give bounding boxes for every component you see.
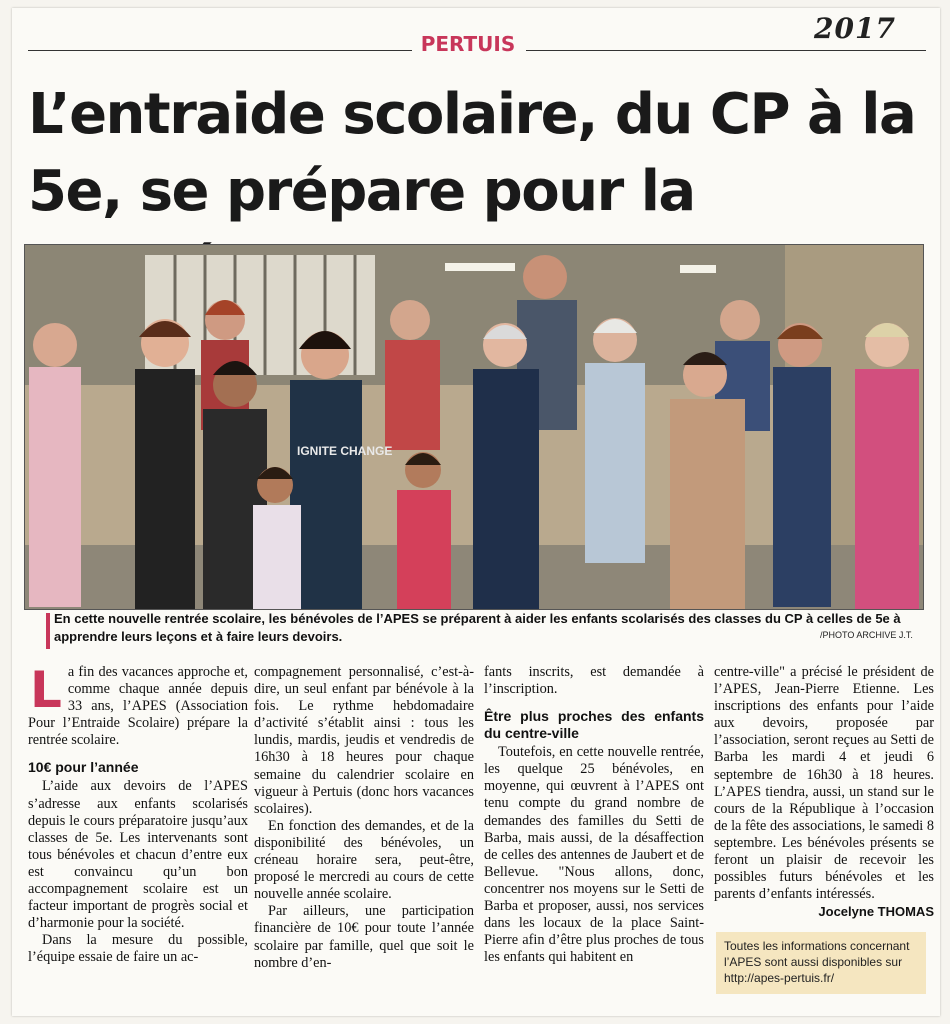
photo-credit: /PHOTO ARCHIVE J.T. xyxy=(820,630,913,640)
subhead-fee: 10€ pour l’année xyxy=(28,759,139,776)
info-box: Toutes les informations concernant l’APES sont aussi disponibles sur http://apes-pertuis.fr/ xyxy=(716,932,926,994)
headline: L’entraide scolaire, du CP à la 5e, se prépare pour la xyxy=(28,82,916,224)
group-photo-illustration xyxy=(25,245,924,610)
article-paragraph-3: En fonction des demandes, et de la disponibilité des bénévoles, un créneau horaire sera, peut-être, proposé le mercredi au cours de cette nouvelle année scolaire. xyxy=(254,817,474,903)
subhead-center: Être plus proches des enfants du centre-ville xyxy=(484,708,704,742)
section-rule-right xyxy=(526,50,926,51)
article-column-3 xyxy=(484,664,704,966)
article-paragraph-5-rest: centre-ville" a précisé le président de l’APES, Jean-Pierre Etienne. Les inscriptions des enfants pour l’aide aux devoirs, proposée par l’association, seront reçues au Setti de Barba les mardi 4 et jeudi 6 septembre de 16h30 à 18 heures. L’APES tiendra, aussi, un stand sur le cours de la République à l’occasion de la fête des associations, le samedi 8 septembre. Les bénévoles présents se feront un plaisir de recevoir les possibles futurs bénévoles et les parents d’enfants intéressés. xyxy=(714,664,934,903)
article-paragraph-4-rest: fants inscrits, est demandée à l’inscription. xyxy=(484,664,704,698)
section-label: PERTUIS xyxy=(420,32,516,56)
handwritten-year: 2017 xyxy=(814,12,896,45)
group-photo xyxy=(24,244,924,610)
caption-accent xyxy=(46,613,50,649)
section-rule-left xyxy=(28,50,412,51)
article-paragraph-2-start: Dans la mesure du possible, l’équipe essaie de faire un ac- xyxy=(28,932,248,966)
article-paragraph-2-rest: compagnement personnalisé, c’est-à-dire, un seul enfant par bénévole à la fois. Le rythme hebdomadaire d’activité s’établit ainsi : tous les lundis, mardis, jeudis et vendredis de 16h30 à 18 heures pour chaque semaine du calendrier scolaire en vigueur à Pertuis (donc hors vacances scolaires). xyxy=(254,664,474,817)
article-intro: a fin des vacances approche et, comme chaque année depuis 33 ans, l’APES (Association Pour l’Entraide Scolaire) prépare la rentrée scolaire. xyxy=(28,664,248,749)
article-author: Jocelyne THOMAS xyxy=(818,904,934,920)
article-column-1 xyxy=(28,661,248,967)
shirt-print: IGNITE CHANGE xyxy=(297,444,393,458)
article-paragraph-1: L’aide aux devoirs de l’APES s’adresse aux enfants scolarisés depuis le cours préparatoire jusqu’aux classes de 5e. Les intervenants sont tous bénévoles et chacun d’entre eux est convaincu qu’un bon accompagnement scolaire est un facteur important de progrès social et d’harmonie pour la société. xyxy=(28,778,248,932)
article-paragraph-4-start: Par ailleurs, une participation financière de 10€ pour toute l’année scolaire par famille, quel que soit le nombre d’en- xyxy=(254,903,474,971)
drop-cap: L xyxy=(30,661,62,719)
article-column-4 xyxy=(714,664,934,920)
article-paragraph-5-start: Toutefois, en cette nouvelle rentrée, les quelque 25 bénévoles, en moyenne, qui œuvrent à l’APES ont tenu compte du grand nombre de demandes des familles du Setti de Barba, mais aussi, de la désaffection de celles des antennes de Jaubert et de Bellevue. "Nous allons, donc, concentrer nos moyens sur le Setti de Barba et proposer, aussi, nos services dans les locaux de la place Saint-Pierre afin d’être plus proches de tous les enfants qui habitent en xyxy=(484,744,704,966)
article-column-2 xyxy=(254,664,474,972)
photo-caption: En cette nouvelle rentrée scolaire, les bénévoles de l’APES se préparent à aider les enfants scolarisés des classes du CP à celles de 5e à apprendre leurs leçons et à faire leurs devoirs. xyxy=(54,611,901,644)
